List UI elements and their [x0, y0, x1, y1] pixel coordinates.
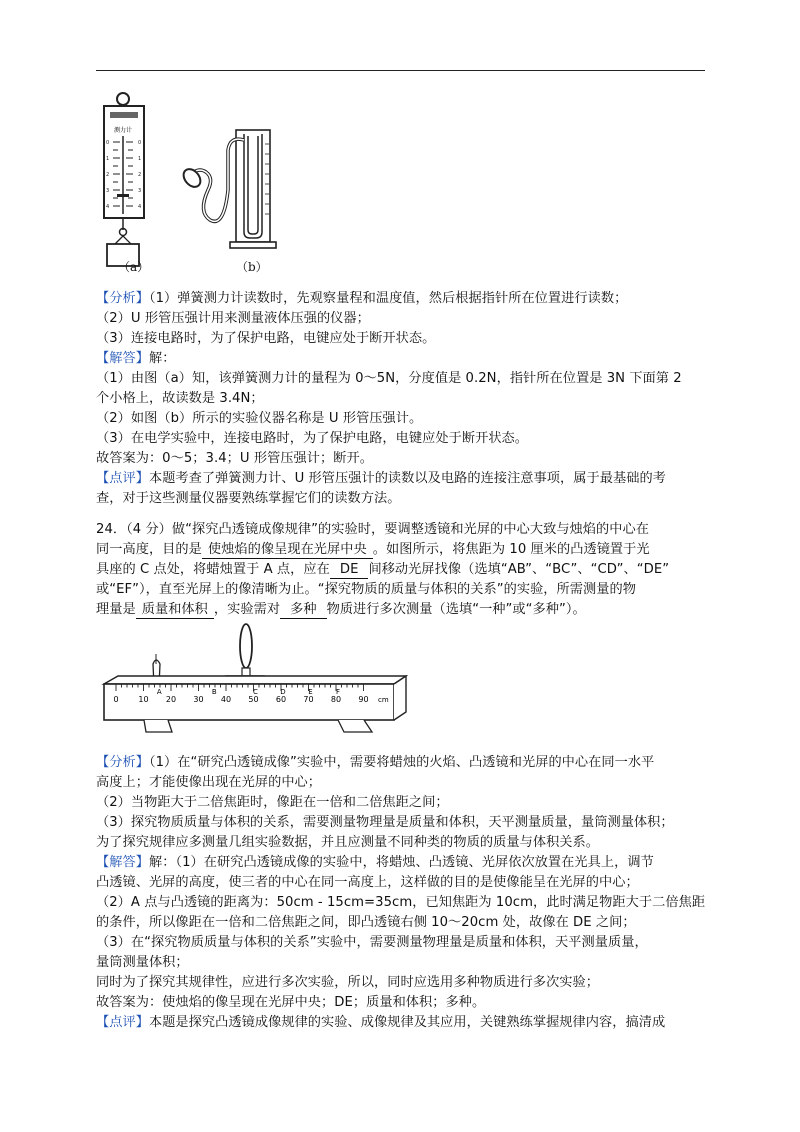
analysis-tag: 【分析】	[96, 291, 149, 306]
q23-analysis-line-1: 【分析】（1）弹簧测力计读数时，先观察量程和温度值，然后根据指针所在位置进行读数；	[96, 291, 628, 306]
q23-answer-line-3: （3）在电学实验中，连接电路时，为了保护电路，电键应处于断开状态。	[96, 431, 529, 446]
figure-b-caption: （b）	[236, 260, 268, 274]
bench-point-label: C	[253, 688, 258, 696]
q23-final-answer: 故答案为：0～5；3.4；U 形管压强计；断开。	[96, 451, 373, 466]
svg-text:3: 3	[106, 188, 110, 194]
svg-text:1: 1	[106, 156, 110, 162]
q24-answer-line-2b: 的条件，所以像距在一倍和二倍焦距之间，即凸透镜右侧 10～20cm 处，故像在 DE 之间；	[96, 915, 636, 930]
svg-text:0: 0	[106, 140, 110, 146]
q24-stem-line-5: 理量是 质量和体积 ，实验需对 多种 物质进行多次测量（选填“一种”或“多种”）。	[96, 602, 586, 617]
answer-blank-2: DE	[330, 562, 369, 579]
q23-answer-line-1b: 个小格上，故读数是 3.4N；	[96, 391, 264, 406]
answer-blank-3: 质量和体积	[136, 602, 214, 619]
optical-bench-rail	[104, 676, 406, 684]
q24-answer-line-3c: 同时为了探究其规律性，应进行多次实验，所以，同时应选用多种物质进行多次实验；	[96, 975, 600, 990]
answer-blank-1: 使烛焰的像呈现在光屏中央	[202, 542, 373, 559]
bench-point-label: D	[280, 688, 286, 696]
optical-bench-figure	[96, 620, 416, 736]
manometer-board	[236, 130, 270, 242]
svg-text:2: 2	[138, 172, 142, 178]
q24-analysis-line-3b: 为了探究规律应多测量几组实验数据，并且应测量不同种类的物质的质量与体积关系。	[96, 835, 600, 850]
answer-blank-4: 多种	[280, 602, 326, 619]
q23-comment-line-1: 【点评】本题考查了弹簧测力计、U 形管压强计的读数以及电路的连接注意事项，属于最基础的考	[96, 471, 666, 486]
figure-a-caption: （a）	[118, 260, 150, 274]
svg-text:1: 1	[138, 156, 142, 162]
header-rule	[96, 70, 705, 71]
bench-point-label: E	[308, 688, 313, 696]
scale-unit-label: cm	[378, 696, 389, 704]
scale-top-ring	[117, 93, 129, 105]
bench-point-label: F	[335, 688, 341, 696]
bench-point-label: B	[211, 688, 217, 696]
q23-answer-head: 【解答】解：	[96, 351, 176, 366]
q24-analysis-line-1b: 高度上；才能使像出现在光屏的中心；	[96, 775, 322, 790]
q24-answer-line-3a: （3）在“探究物质质量与体积的关系”实验中，需要测量物理量是质量和体积，天平测量质量，	[96, 935, 648, 950]
q24-comment-line-1: 【点评】本题是探究凸透镜成像规律的实验、成像规律及其应用，关键熟练掌握规律内容，搞清成	[96, 1015, 666, 1030]
q24-stem-line-1: 24．（4 分）做“探究凸透镜成像规律”的实验时，要调整透镜和光屏的中心大致与烛焰的中心在	[96, 522, 649, 537]
q24-analysis-line-1a: 【分析】（1）在“研究凸透镜成像”实验中，需要将蜡烛的火焰、凸透镜和光屏的中心在同一水平	[96, 755, 655, 770]
svg-text:2: 2	[106, 172, 110, 178]
analysis-tag: 【分析】	[96, 755, 149, 770]
manometer-base	[230, 242, 276, 248]
q24-answer-line-3b: 量筒测量体积；	[96, 955, 189, 970]
q24-stem-line-4: 或“EF”），直至光屏上的像清晰为止。“探究物质的质量与体积的关系”的实验，所需测量的物	[96, 582, 636, 597]
scale-tick-label: 70	[303, 695, 314, 704]
svg-text:4: 4	[106, 204, 110, 210]
bench-point-label: A	[156, 688, 162, 696]
convex-lens	[240, 624, 252, 668]
spring-scale-figure	[96, 90, 156, 270]
comment-tag: 【点评】	[96, 1015, 149, 1030]
q23-answer-line-1a: （1）由图（a）知，该弹簧测力计的量程为 0～5N，分度值是 0.2N，指针所在位置是 3N 下面第 2	[96, 371, 682, 386]
q23-analysis-line-2: （2）U 形管压强计用来测量液体压强的仪器；	[96, 311, 370, 326]
q24-analysis-line-3a: （3）探究物质质量与体积的关系，需要测量物理量是质量和体积，天平测量质量，量筒测量体积；	[96, 815, 674, 830]
q23-answer-line-2: （2）如图（b）所示的实验仪器名称是 U 形管压强计。	[96, 411, 423, 426]
q24-answer-line-1b: 凸透镜、光屏的高度，使三者的中心在同一高度上，这样做的目的是使像能呈在光屏的中心；	[96, 875, 639, 890]
q24-answer-line-2a: （2）A 点与凸透镜的距离为：50cm - 15cm=35cm，已知焦距为 10cm，此时满足物距大于二倍焦距	[96, 895, 706, 910]
answer-tag: 【解答】	[96, 855, 149, 870]
scale-tick-label: 60	[275, 695, 287, 704]
q23-analysis-line-3: （3）连接电路时，为了保护电路，电键应处于断开状态。	[96, 331, 436, 346]
scale-tick-label: 20	[165, 695, 177, 704]
q24-analysis-line-2: （2）当物距大于二倍焦距时，像距在一倍和二倍焦距之间；	[96, 795, 449, 810]
scale-tick-label: 90	[358, 695, 369, 704]
q24-stem-line-3: 具座的 C 点处，将蜡烛置于 A 点，应在 DE 间移动光屏找像（选填“AB”、“BC”、“CD”、“DE”	[96, 562, 670, 577]
svg-text:0: 0	[138, 140, 142, 146]
scale-tick-label: 80	[330, 695, 342, 704]
q24-stem-line-2: 同一高度，目的是 使烛焰的像呈现在光屏中央 。如图所示，将焦距为 10 厘米的凸透镜置于光	[96, 542, 650, 557]
q24-answer-line-1a: 【解答】解：（1）在研究凸透镜成像的实验中，将蜡烛、凸透镜、光屏依次放置在光具上，调节	[96, 855, 654, 870]
u-tube-manometer-figure	[180, 120, 290, 260]
scale-tick-label: 40	[220, 695, 232, 704]
bench-foot-left	[144, 720, 172, 732]
scale-body	[104, 106, 144, 218]
scale-tick-label: 0	[113, 695, 119, 704]
scale-tick-label: 30	[193, 695, 204, 704]
scale-pointer	[117, 194, 129, 197]
comment-tag: 【点评】	[96, 471, 149, 486]
svg-text:4: 4	[138, 204, 142, 210]
scale-tick-label: 10	[138, 695, 149, 704]
answer-tag: 【解答】	[96, 351, 149, 366]
q23-comment-line-2: 查，对于这些测量仪器要熟练掌握它们的读数方法。	[96, 491, 401, 506]
gauge-label: 测力计	[113, 127, 133, 134]
svg-text:3: 3	[138, 188, 142, 194]
bench-foot-right	[338, 720, 372, 732]
q24-final-answer: 故答案为：使烛焰的像呈现在光屏中央；DE；质量和体积；多种。	[96, 995, 486, 1010]
scale-tick-label: 50	[248, 695, 259, 704]
